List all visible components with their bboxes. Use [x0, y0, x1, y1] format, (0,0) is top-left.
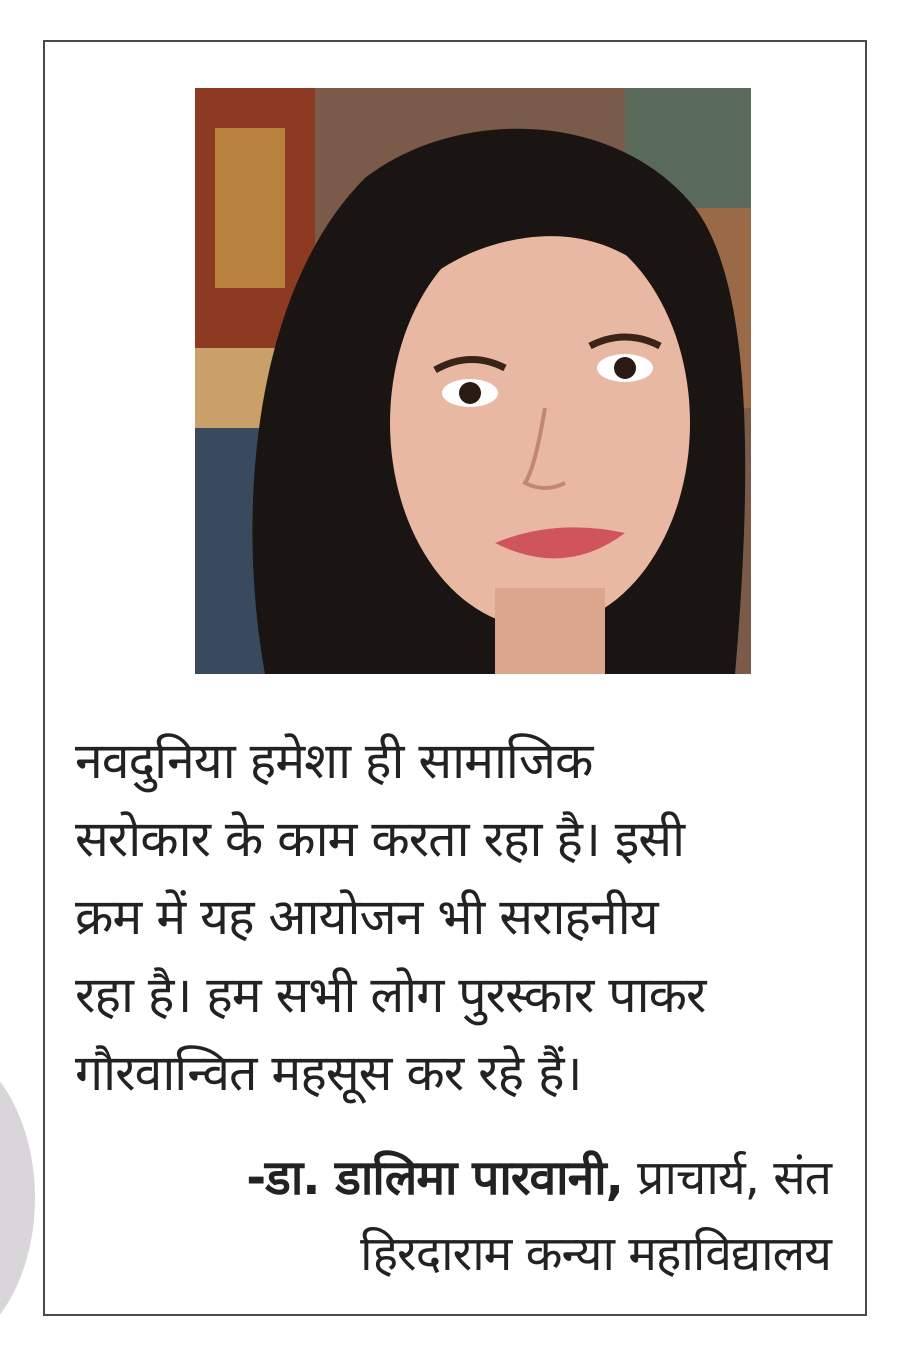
attribution-line-1 — [246, 1140, 831, 1216]
portrait-photo — [195, 88, 751, 674]
speaker-institution: हिरदाराम कन्या महाविद्यालय — [360, 1226, 831, 1282]
quote-line: सरोकार के काम करता रहा है। इसी — [75, 810, 685, 868]
quote-line: रहा है। हम सभी लोग पुरस्कार पाकर — [75, 966, 706, 1024]
news-clipping-frame — [43, 40, 867, 1316]
quote-line: क्रम में यह आयोजन भी सराहनीय — [75, 888, 658, 946]
quote-text — [75, 722, 835, 1112]
speaker-title: प्राचार्य, संत — [622, 1150, 831, 1206]
quote-line: गौरवान्वित महसूस कर रहे हैं। — [75, 1044, 582, 1102]
side-shadow — [0, 1040, 35, 1356]
attribution — [246, 1140, 831, 1292]
speaker-name: -डा. डालिमा पारवानी, — [246, 1150, 623, 1206]
quote-line: नवदुनिया हमेशा ही सामाजिक — [75, 732, 593, 790]
